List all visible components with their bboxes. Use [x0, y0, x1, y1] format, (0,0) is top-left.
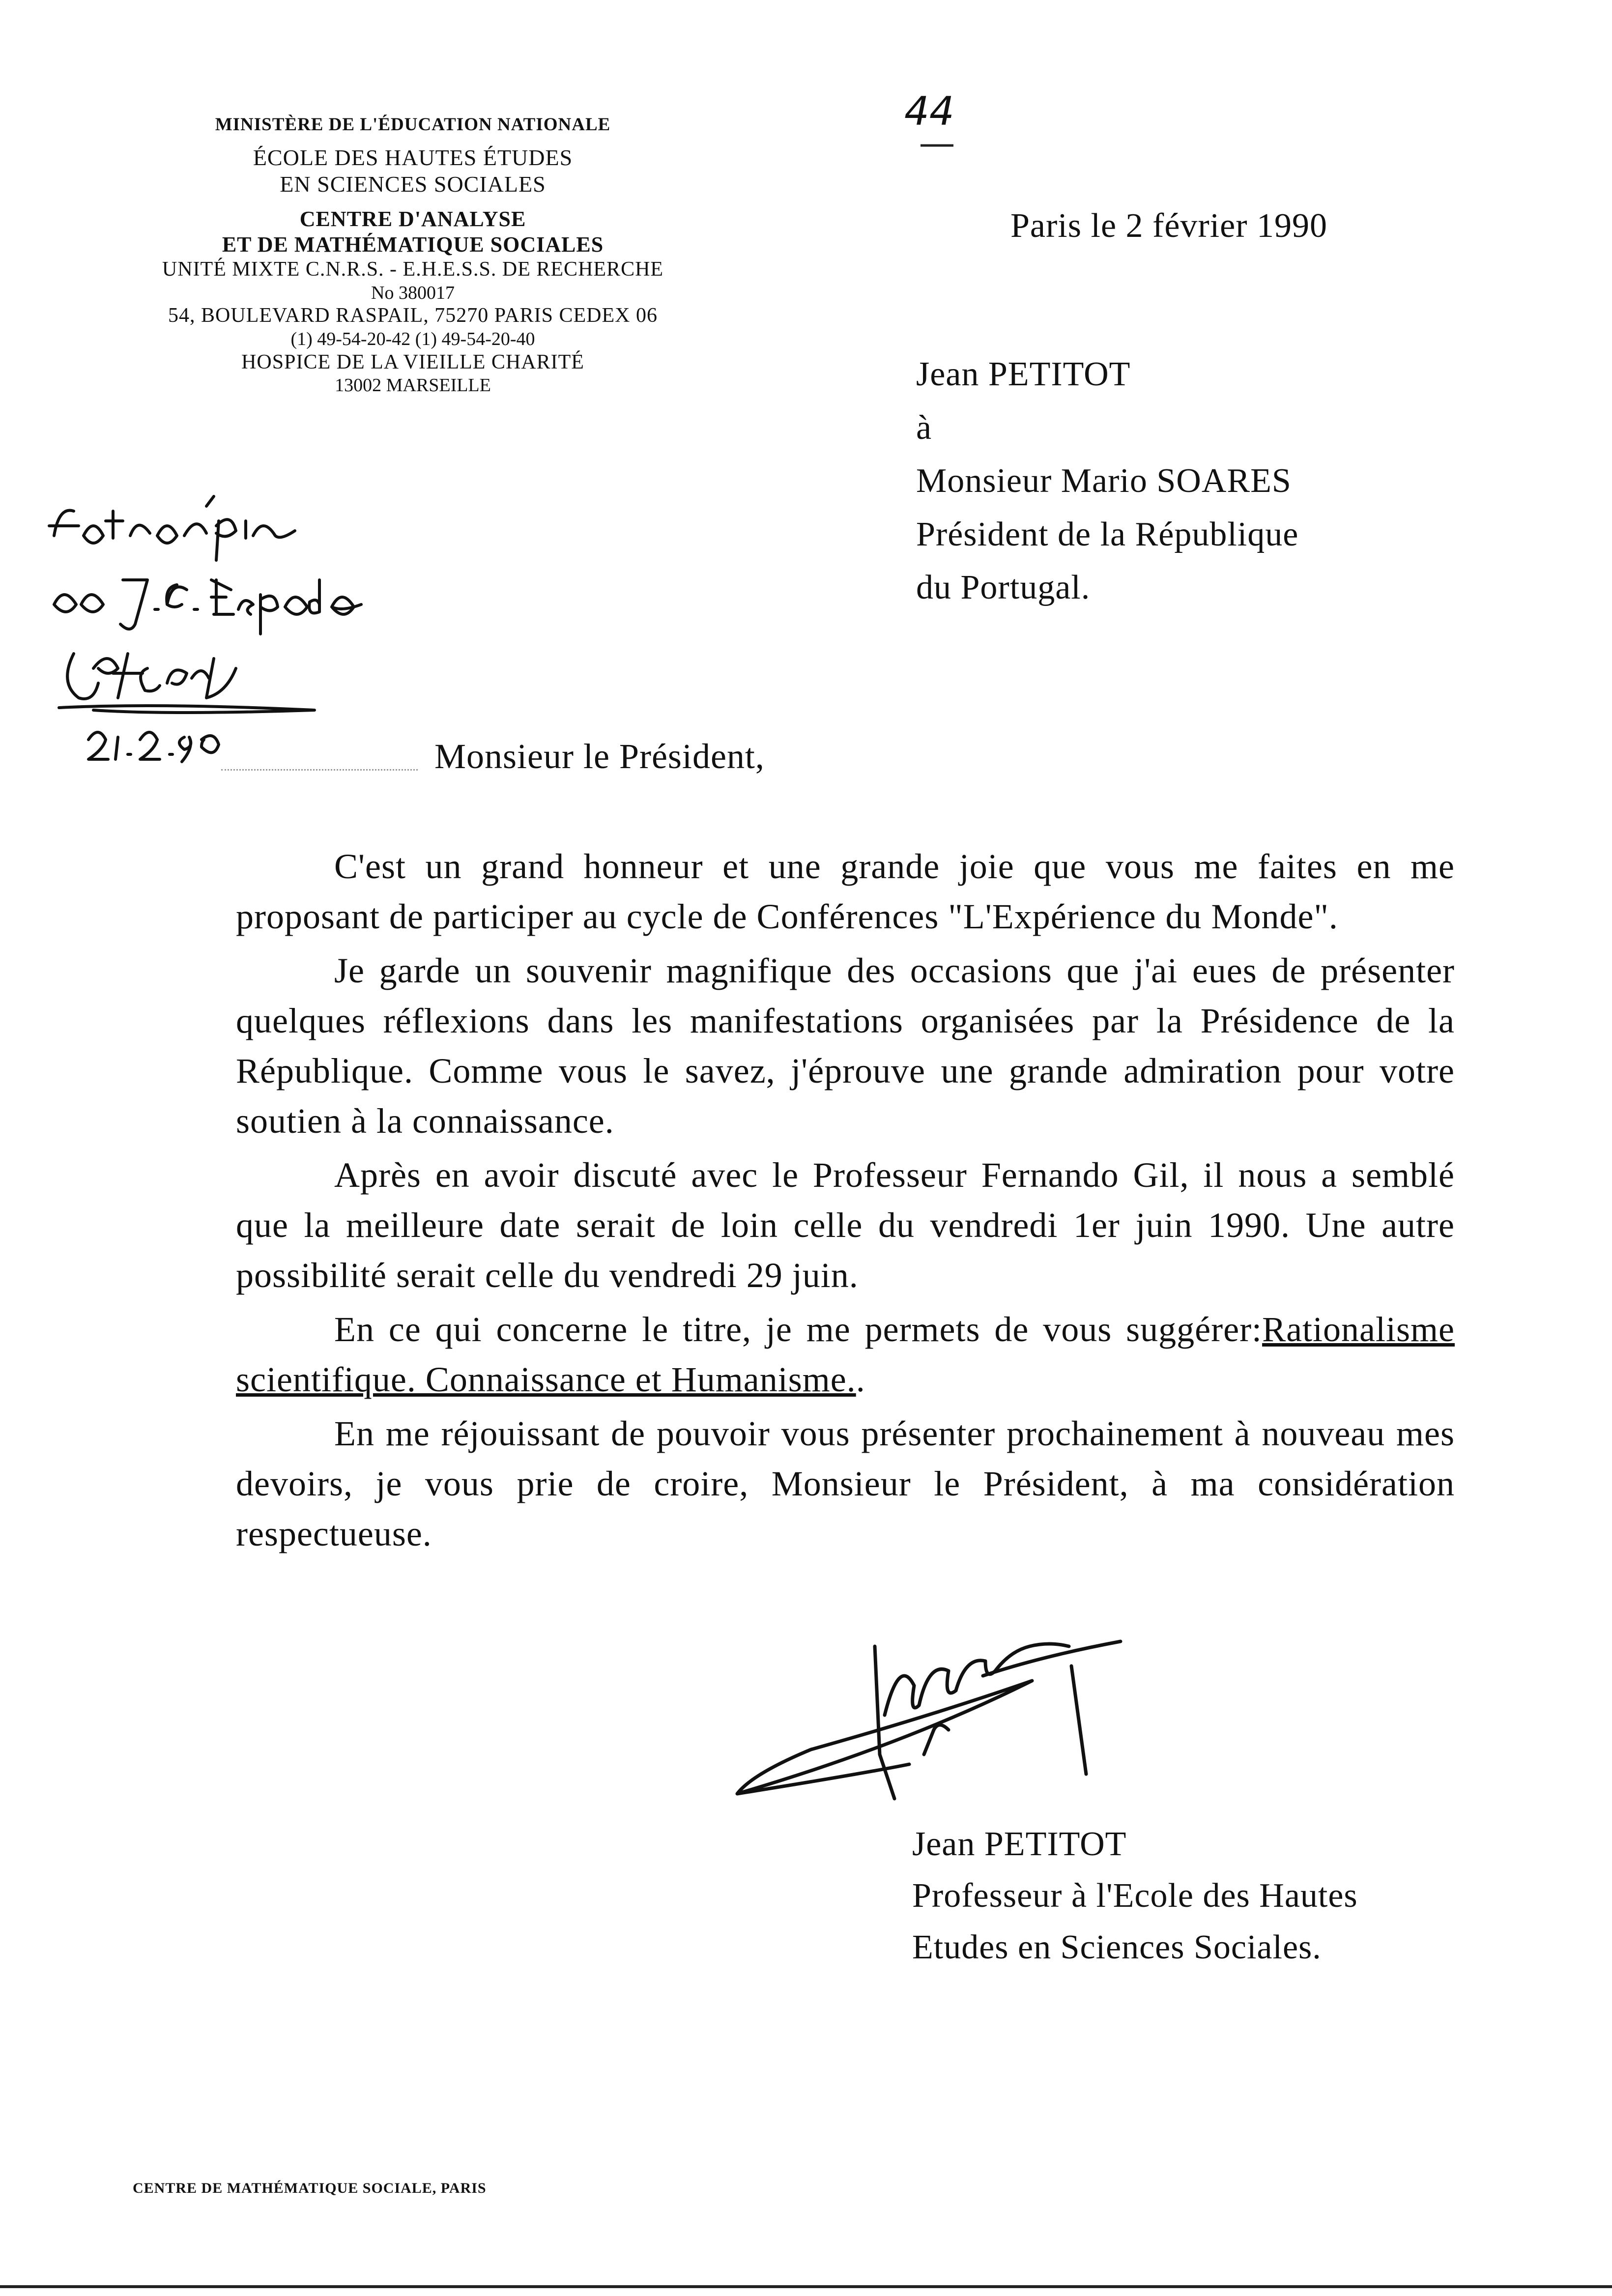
school-name-line1: ÉCOLE DES HAUTES ÉTUDES: [253, 144, 573, 170]
ministry-name: MINISTÈRE DE L'ÉDUCATION NATIONALE: [215, 115, 611, 135]
paragraph-5: En me réjouissant de pouvoir vous présenter prochainement à nouveau mes devoirs, je vous prie de croire, Monsieur le Président, à ma considération respectueuse.: [236, 1414, 1455, 1553]
recipient-block: [916, 348, 1298, 615]
letter-body: [236, 841, 1455, 1563]
unit-line: UNITÉ MIXTE C.N.R.S. - E.H.E.S.S. DE RECHERCHE: [162, 258, 664, 281]
paragraph-4: [236, 1304, 1455, 1405]
date-line: Paris le 2 février 1990: [1010, 207, 1328, 245]
city-line: 13002 MARSEILLE: [335, 375, 491, 396]
sender-name: Jean PETITOT: [916, 355, 1131, 393]
proposed-title: Rationalisme scientifique. Connaissance et Humanisme.: [236, 1310, 1455, 1399]
dotted-rule: [221, 769, 418, 771]
paragraph-1: C'est un grand honneur et une grande joie que vous me faites en me proposant de participer au cycle de Conférences "L'Expérience du Monde".: [236, 847, 1455, 936]
centre-name-line1: CENTRE D'ANALYSE: [299, 207, 526, 231]
footer-text: CENTRE DE MATHÉMATIQUE SOCIALE, PARIS: [133, 2180, 487, 2196]
school-name-line2: EN SCIENCES SOCIALES: [280, 171, 546, 197]
hospice-line: HOSPICE DE LA VIEILLE CHARITÉ: [241, 350, 584, 373]
page-number: 44: [904, 88, 954, 134]
page-number-underline: [918, 143, 957, 148]
unit-number: No 380017: [371, 282, 455, 303]
to-word: à: [916, 408, 932, 447]
signatory-role-line2: Etudes en Sciences Sociales.: [912, 1928, 1322, 1966]
handwritten-note: [44, 491, 428, 767]
recipient-name: Monsieur Mario SOARES: [916, 462, 1292, 500]
bottom-rule: [0, 2285, 1612, 2288]
signatory-name: Jean PETITOT: [912, 1825, 1127, 1863]
title-suffix: .: [856, 1360, 865, 1399]
centre-name-line2: ET DE MATHÉMATIQUE SOCIALES: [222, 232, 604, 257]
recipient-title-line1: Président de la République: [916, 515, 1299, 553]
paragraph-2: Je garde un souvenir magnifique des occasions que j'ai eues de présenter quelques réflexions dans les manifestations organisées par la Présidence de la République. Comme vous le savez, j'éprouve une grande admiration pour votre soutien à la connaissance.: [236, 951, 1455, 1141]
postal-address: 54, BOULEVARD RASPAIL, 75270 PARIS CEDEX 06: [168, 304, 658, 327]
signature: [708, 1607, 1268, 1813]
phone-numbers: (1) 49-54-20-42 (1) 49-54-20-40: [290, 328, 535, 349]
signatory-role-line1: Professeur à l'Ecole des Hautes: [912, 1877, 1358, 1915]
salutation: Monsieur le Président,: [434, 737, 765, 776]
letterhead: [79, 114, 747, 397]
title-intro: En ce qui concerne le titre, je me permets de vous suggérer:: [334, 1310, 1263, 1349]
recipient-title-line2: du Portugal.: [916, 569, 1091, 606]
closing-block: [912, 1818, 1358, 1973]
paragraph-3: Après en avoir discuté avec le Professeur Fernando Gil, il nous a semblé que la meilleure date serait de loin celle du vendredi 1er juin 1990. Une autre possibilité serait celle du vendredi 29 juin.: [236, 1155, 1455, 1295]
